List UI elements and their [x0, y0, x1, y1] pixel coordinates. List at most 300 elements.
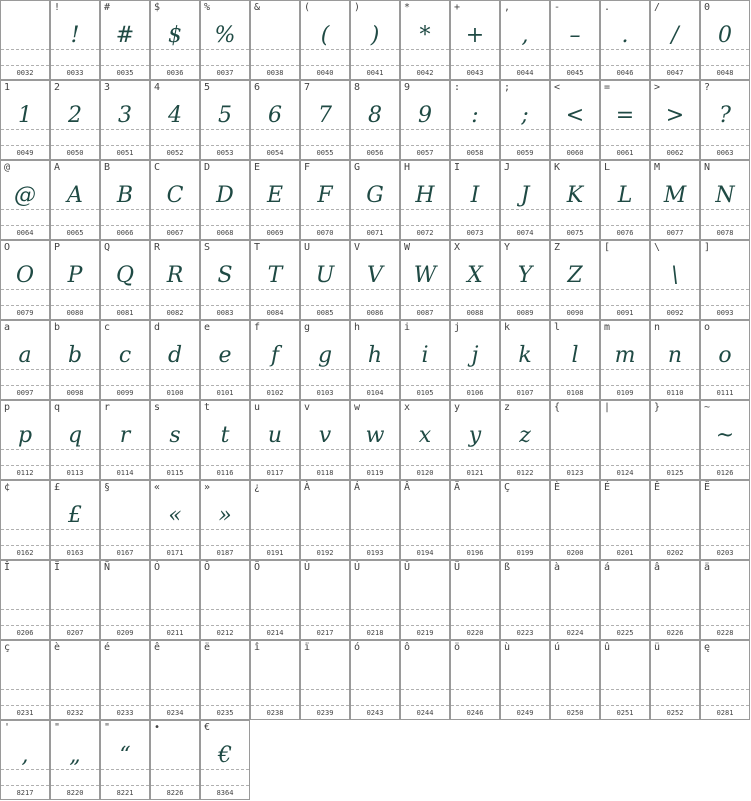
glyph-code: 0234 [166, 709, 184, 717]
descender-guide [601, 465, 649, 466]
descender-guide [51, 385, 99, 386]
glyph-code: 0086 [366, 309, 384, 317]
descender-guide [201, 385, 249, 386]
glyph-code: 0038 [266, 69, 284, 77]
glyph-cell [650, 240, 700, 320]
glyph-cell [150, 80, 200, 160]
glyph-cell-label: c [104, 322, 111, 333]
glyph-cell [600, 560, 650, 640]
glyph-sample [151, 657, 199, 695]
glyph-cell-label: ô [404, 642, 411, 653]
glyph-sample: 1 [18, 103, 32, 128]
glyph-code: 0192 [316, 549, 334, 557]
descender-guide [651, 705, 699, 706]
glyph-cell-label: - [554, 2, 561, 13]
glyph-cell [550, 640, 600, 720]
glyph-code: 0194 [416, 549, 434, 557]
glyph-cell [0, 320, 50, 400]
descender-guide [51, 145, 99, 146]
glyph-cell-label: . [604, 2, 611, 13]
glyph-sample: 7 [318, 103, 332, 128]
glyph-cell-label: 9 [404, 82, 411, 93]
descender-guide [551, 385, 599, 386]
glyph-sample: e [218, 343, 232, 368]
glyph-sample: 4 [168, 103, 182, 128]
glyph-cell-label: { [554, 402, 561, 413]
glyph-cell [350, 80, 400, 160]
glyph-cell-label: Ä [454, 482, 461, 493]
glyph-code: 0211 [166, 629, 184, 637]
glyph-cell [550, 320, 600, 400]
glyph-code: 0084 [266, 309, 284, 317]
glyph-cell-label: » [204, 482, 211, 493]
descender-guide [701, 305, 749, 306]
glyph-code: 0251 [616, 709, 634, 717]
descender-guide [651, 225, 699, 226]
glyph-sample: 6 [268, 103, 282, 128]
descender-guide [1, 65, 49, 66]
glyph-cell-label: > [654, 82, 661, 93]
glyph-sample: “ [119, 743, 131, 768]
glyph-sample: – [569, 23, 581, 48]
descender-guide [351, 145, 399, 146]
glyph-sample [451, 657, 499, 695]
glyph-cell [450, 480, 500, 560]
glyph-code: 0070 [316, 229, 334, 237]
glyph-sample: £ [68, 503, 82, 528]
glyph-code: 0214 [266, 629, 284, 637]
descender-guide [101, 385, 149, 386]
glyph-code: 0080 [66, 309, 84, 317]
glyph-code: 0059 [516, 149, 534, 157]
glyph-cell [350, 240, 400, 320]
glyph-sample: w [365, 423, 385, 448]
descender-guide [651, 145, 699, 146]
glyph-sample [401, 497, 449, 535]
glyph-sample [601, 577, 649, 615]
descender-guide [451, 545, 499, 546]
descender-guide [601, 385, 649, 386]
descender-guide [451, 625, 499, 626]
glyph-code: 8226 [166, 789, 184, 797]
descender-guide [51, 305, 99, 306]
glyph-code: 0043 [466, 69, 484, 77]
glyph-cell-label: Ó [154, 562, 161, 573]
glyph-cell [0, 400, 50, 480]
glyph-sample [251, 657, 299, 695]
glyph-sample: 9 [418, 103, 432, 128]
glyph-cell-label: % [204, 2, 211, 13]
descender-guide [651, 465, 699, 466]
glyph-code: 0065 [66, 229, 84, 237]
descender-guide [101, 465, 149, 466]
glyph-sample [51, 657, 99, 695]
descender-guide [601, 65, 649, 66]
glyph-cell [250, 240, 300, 320]
glyph-cell [300, 240, 350, 320]
glyph-code: 0203 [716, 549, 734, 557]
glyph-sample: x [418, 423, 432, 448]
descender-guide [101, 65, 149, 66]
glyph-sample: , [21, 743, 29, 768]
glyph-code: 0091 [616, 309, 634, 317]
descender-guide [451, 65, 499, 66]
descender-guide [301, 625, 349, 626]
glyph-cell [700, 240, 750, 320]
glyph-sample: 2 [68, 103, 82, 128]
descender-guide [501, 145, 549, 146]
descender-guide [151, 705, 199, 706]
glyph-code: 0219 [416, 629, 434, 637]
glyph-code: 0036 [166, 69, 184, 77]
glyph-code: 0207 [66, 629, 84, 637]
descender-guide [1, 385, 49, 386]
descender-guide [251, 465, 299, 466]
glyph-cell-label: 5 [204, 82, 211, 93]
glyph-cell [500, 0, 550, 80]
glyph-sample: d [167, 343, 183, 368]
glyph-sample [451, 497, 499, 535]
glyph-cell [250, 480, 300, 560]
glyph-sample: » [218, 503, 232, 528]
glyph-code: 0113 [66, 469, 84, 477]
glyph-code: 0060 [566, 149, 584, 157]
descender-guide [151, 65, 199, 66]
descender-guide [601, 545, 649, 546]
descender-guide [301, 545, 349, 546]
descender-guide [201, 625, 249, 626]
descender-guide [451, 465, 499, 466]
glyph-code: 0121 [466, 469, 484, 477]
glyph-cell [50, 80, 100, 160]
glyph-cell [450, 160, 500, 240]
glyph-cell-label: E [254, 162, 261, 173]
glyph-sample: A [67, 183, 83, 208]
glyph-sample: g [317, 343, 333, 368]
descender-guide [501, 305, 549, 306]
descender-guide [701, 145, 749, 146]
glyph-cell-label: x [404, 402, 411, 413]
glyph-code: 0202 [666, 549, 684, 557]
glyph-code: 0212 [216, 629, 234, 637]
glyph-cell [700, 160, 750, 240]
glyph-cell-label: ê [154, 642, 161, 653]
descender-guide [401, 225, 449, 226]
glyph-cell-label: à [554, 562, 561, 573]
descender-guide [601, 625, 649, 626]
glyph-sample: X [467, 263, 483, 288]
glyph-cell-label: j [454, 322, 461, 333]
glyph-cell-label: ¢ [4, 482, 11, 493]
glyph-cell [300, 0, 350, 80]
glyph-code: 0064 [16, 229, 34, 237]
descender-guide [51, 625, 99, 626]
descender-guide [201, 225, 249, 226]
glyph-cell [650, 160, 700, 240]
descender-guide [151, 785, 199, 786]
glyph-code: 0235 [216, 709, 234, 717]
glyph-cell-label: ö [454, 642, 461, 653]
glyph-cell-label: Z [554, 242, 561, 253]
glyph-cell [150, 400, 200, 480]
glyph-sample: u [267, 423, 283, 448]
descender-guide [651, 65, 699, 66]
glyph-code: 0088 [466, 309, 484, 317]
glyph-code: 0072 [416, 229, 434, 237]
glyph-sample: 3 [118, 103, 132, 128]
glyph-code: 0040 [316, 69, 334, 77]
glyph-cell-label: D [204, 162, 211, 173]
glyph-sample [601, 657, 649, 695]
glyph-cell [500, 320, 550, 400]
glyph-sample: > [665, 103, 685, 128]
descender-guide [551, 65, 599, 66]
descender-guide [151, 305, 199, 306]
glyph-sample: „ [69, 743, 81, 768]
glyph-cell-label: ç [4, 642, 11, 653]
glyph-cell [600, 160, 650, 240]
glyph-cell [150, 160, 200, 240]
glyph-code: 0047 [666, 69, 684, 77]
glyph-code: 0250 [566, 709, 584, 717]
glyph-code: 0035 [116, 69, 134, 77]
glyph-cell [200, 160, 250, 240]
glyph-code: 0069 [266, 229, 284, 237]
glyph-sample [251, 497, 299, 535]
glyph-sample: $ [168, 23, 182, 48]
glyph-cell-label: " [54, 722, 61, 733]
glyph-sample [151, 737, 199, 775]
glyph-sample [401, 657, 449, 695]
descender-guide [551, 705, 599, 706]
descender-guide [101, 305, 149, 306]
glyph-cell [550, 160, 600, 240]
glyph-cell-label: y [454, 402, 461, 413]
glyph-cell [200, 80, 250, 160]
descender-guide [451, 705, 499, 706]
glyph-cell-label: z [504, 402, 511, 413]
glyph-sample: W [413, 263, 437, 288]
glyph-code: 0218 [366, 629, 384, 637]
descender-guide [351, 705, 399, 706]
glyph-cell [350, 400, 400, 480]
glyph-cell-label: < [554, 82, 561, 93]
glyph-cell-label: Ï [54, 562, 61, 573]
glyph-cell [150, 720, 200, 800]
descender-guide [1, 705, 49, 706]
glyph-code: 0085 [316, 309, 334, 317]
descender-guide [351, 625, 399, 626]
descender-guide [201, 145, 249, 146]
glyph-cell [550, 80, 600, 160]
descender-guide [201, 705, 249, 706]
glyph-cell-label: T [254, 242, 261, 253]
glyph-code: 0220 [466, 629, 484, 637]
descender-guide [551, 465, 599, 466]
glyph-cell-label: á [604, 562, 611, 573]
glyph-code: 0112 [16, 469, 34, 477]
glyph-sample [551, 577, 599, 615]
descender-guide [501, 465, 549, 466]
glyph-sample [1, 577, 49, 615]
descender-guide [1, 625, 49, 626]
glyph-cell-label: G [354, 162, 361, 173]
glyph-cell-label: À [304, 482, 311, 493]
glyph-cell [200, 320, 250, 400]
descender-guide [301, 225, 349, 226]
glyph-cell-label: 8 [354, 82, 361, 93]
glyph-sample [501, 577, 549, 615]
glyph-cell [300, 320, 350, 400]
descender-guide [101, 545, 149, 546]
glyph-cell-label: Ç [504, 482, 511, 493]
descender-guide [351, 465, 399, 466]
descender-guide [101, 145, 149, 146]
glyph-cell-label: , [504, 2, 511, 13]
glyph-code: 8217 [16, 789, 34, 797]
descender-guide [251, 225, 299, 226]
glyph-cell-label: l [554, 322, 561, 333]
glyph-sample [601, 497, 649, 535]
glyph-sample: t [220, 423, 230, 448]
glyph-code: 8364 [216, 789, 234, 797]
glyph-cell-label: A [54, 162, 61, 173]
glyph-sample: @ [14, 183, 36, 208]
glyph-code: 0200 [566, 549, 584, 557]
glyph-code: 0050 [66, 149, 84, 157]
glyph-sample: + [465, 23, 485, 48]
descender-guide [301, 305, 349, 306]
glyph-sample: S [217, 263, 233, 288]
descender-guide [701, 385, 749, 386]
glyph-code: 0103 [316, 389, 334, 397]
glyph-sample: a [18, 343, 32, 368]
glyph-code: 0199 [516, 549, 534, 557]
glyph-cell [50, 240, 100, 320]
glyph-cell-label: u [254, 402, 261, 413]
glyph-code: 0228 [716, 629, 734, 637]
glyph-cell [600, 640, 650, 720]
glyph-code: 0087 [416, 309, 434, 317]
glyph-cell-label: £ [54, 482, 61, 493]
glyph-code: 0201 [616, 549, 634, 557]
glyph-cell-label: R [154, 242, 161, 253]
glyph-code: 0104 [366, 389, 384, 397]
glyph-sample [651, 577, 699, 615]
glyph-cell [100, 240, 150, 320]
glyph-code: 0032 [16, 69, 34, 77]
glyph-code: 0075 [566, 229, 584, 237]
glyph-cell-label: N [704, 162, 711, 173]
glyph-cell-label: ú [554, 642, 561, 653]
descender-guide [251, 385, 299, 386]
glyph-code: 0061 [616, 149, 634, 157]
glyph-cell [100, 640, 150, 720]
glyph-cell [350, 480, 400, 560]
glyph-cell [150, 480, 200, 560]
glyph-cell-label: é [104, 642, 111, 653]
glyph-sample [601, 257, 649, 295]
glyph-sample [651, 497, 699, 535]
glyph-cell [350, 160, 400, 240]
glyph-sample: V [367, 263, 383, 288]
glyph-cell [0, 240, 50, 320]
glyph-code: 0110 [666, 389, 684, 397]
glyph-sample [1, 17, 49, 55]
descender-guide [1, 785, 49, 786]
glyph-cell-label: s [154, 402, 161, 413]
glyph-cell [700, 320, 750, 400]
glyph-cell-label: ( [304, 2, 311, 13]
descender-guide [1, 225, 49, 226]
descender-guide [251, 625, 299, 626]
glyph-cell [350, 560, 400, 640]
glyph-sample: n [667, 343, 683, 368]
glyph-cell [100, 560, 150, 640]
glyph-cell [600, 320, 650, 400]
glyph-sample: ; [521, 103, 529, 128]
glyph-cell-label: i [404, 322, 411, 333]
descender-guide [501, 65, 549, 66]
descender-guide [451, 385, 499, 386]
descender-guide [351, 545, 399, 546]
glyph-code: 0051 [116, 149, 134, 157]
glyph-sample [1, 497, 49, 535]
descender-guide [351, 65, 399, 66]
glyph-sample: « [168, 503, 182, 528]
glyph-sample [701, 257, 749, 295]
glyph-sample: ( [320, 23, 330, 48]
descender-guide [301, 705, 349, 706]
glyph-sample: v [318, 423, 332, 448]
glyph-cell [200, 560, 250, 640]
glyph-sample [501, 497, 549, 535]
glyph-sample: s [169, 423, 181, 448]
descender-guide [151, 625, 199, 626]
glyph-code: 0074 [516, 229, 534, 237]
glyph-cell [550, 0, 600, 80]
glyph-code: 0044 [516, 69, 534, 77]
glyph-cell-label: ó [354, 642, 361, 653]
descender-guide [151, 465, 199, 466]
glyph-cell [150, 0, 200, 80]
descender-guide [651, 625, 699, 626]
glyph-cell [100, 0, 150, 80]
descender-guide [401, 385, 449, 386]
glyph-cell-label: 3 [104, 82, 111, 93]
glyph-cell-label: t [204, 402, 211, 413]
glyph-cell-label: € [204, 722, 211, 733]
glyph-code: 0089 [516, 309, 534, 317]
glyph-sample: h [367, 343, 383, 368]
glyph-code: 0114 [116, 469, 134, 477]
glyph-cell-label: Ñ [104, 562, 111, 573]
descender-guide [701, 625, 749, 626]
glyph-cell-label: * [404, 2, 411, 13]
glyph-sample: L [617, 183, 633, 208]
glyph-code: 0223 [516, 629, 534, 637]
glyph-sample: # [115, 23, 135, 48]
glyph-code: 0123 [566, 469, 584, 477]
glyph-cell [150, 240, 200, 320]
glyph-cell-label: K [554, 162, 561, 173]
glyph-code: 0171 [166, 549, 184, 557]
descender-guide [401, 465, 449, 466]
glyph-code: 0238 [266, 709, 284, 717]
descender-guide [401, 625, 449, 626]
glyph-cell [400, 560, 450, 640]
glyph-cell [700, 400, 750, 480]
